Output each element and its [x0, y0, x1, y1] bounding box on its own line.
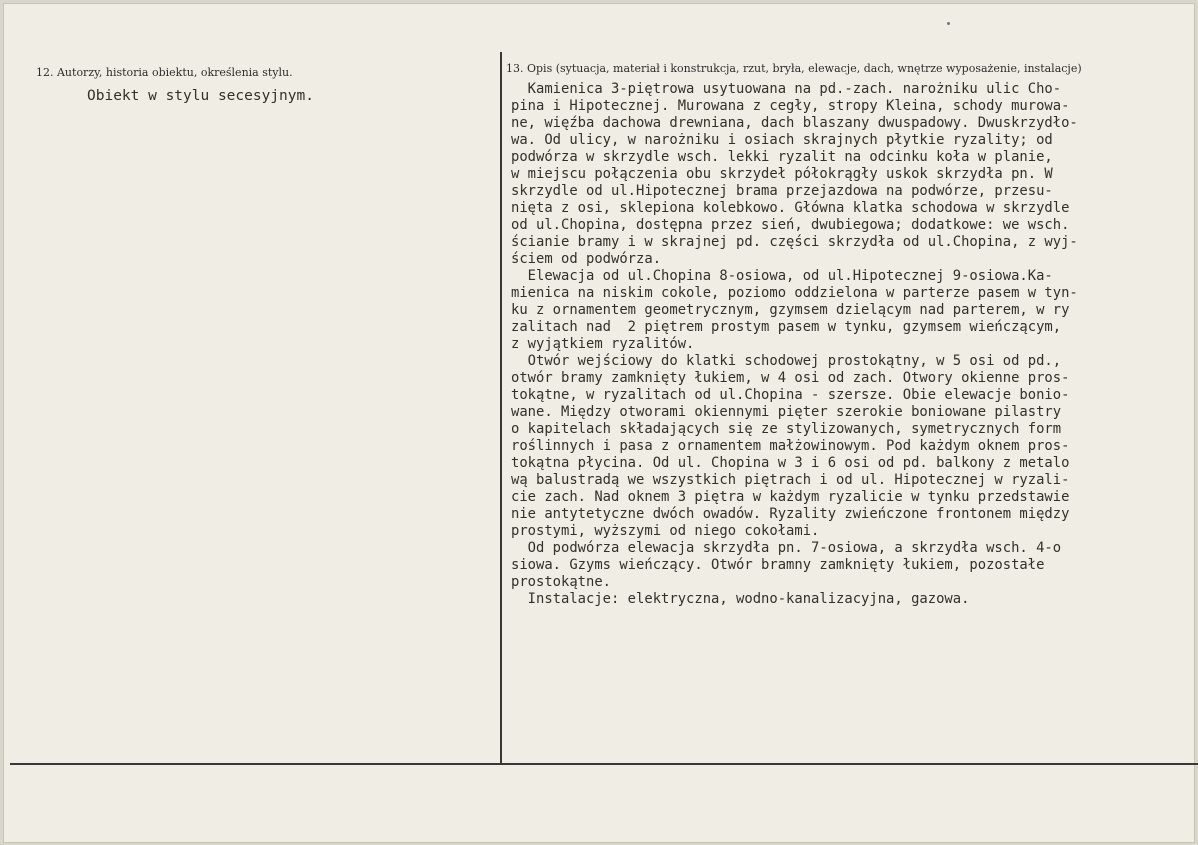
description-line: cie zach. Nad oknem 3 piętra w każdym ryzalicie w tynku przedstawie: [511, 489, 1070, 505]
description-line: pina i Hipotecznej. Murowana z cegły, stropy Kleina, schody murowa-: [511, 98, 1070, 114]
description-line: zalitach nad 2 piętrem prostym pasem w tynku, gzymsem wieńczącym,: [511, 319, 1062, 335]
description-body: [511, 81, 1078, 608]
description-line: Instalacje: elektryczna, wodno-kanalizacyjna, gazowa.: [511, 591, 970, 607]
description-line: Otwór wejściowy do klatki schodowej prostokątny, w 5 osi od pd.,: [511, 353, 1062, 369]
description-line: nięta z osi, sklepiona kolebkowo. Główna klatka schodowa w skrzydle: [511, 200, 1070, 216]
description-line: tokątna płycina. Od ul. Chopina w 3 i 6 osi od pd. balkony z metalo: [511, 455, 1070, 471]
style-description: Obiekt w stylu secesyjnym.: [87, 88, 314, 104]
horizontal-divider: [10, 763, 1198, 765]
description-line: o kapitelach składających się ze stylizowanych, symetrycznych form: [511, 421, 1062, 437]
description-line: prostymi, wyższymi od niego cokołami.: [511, 523, 820, 539]
description-line: tokątne, w ryzalitach od ul.Chopina - szersze. Obie elewacje bonio-: [511, 387, 1070, 403]
description-line: roślinnych i pasa z ornamentem małżowinowym. Pod każdym oknem pros-: [511, 438, 1070, 454]
description-line: nie antytetyczne dwóch owadów. Ryzality zwieńczone frontonem między: [511, 506, 1070, 522]
description-line: Od podwórza elewacja skrzydła pn. 7-osiowa, a skrzydła wsch. 4-o: [511, 540, 1062, 556]
description-line: prostokątne.: [511, 574, 612, 590]
description-line: wą balustradą we wszystkich piętrach i od ul. Hipotecznej w ryzali-: [511, 472, 1070, 488]
description-line: siowa. Gzyms wieńczący. Otwór bramny zamknięty łukiem, pozostałe: [511, 557, 1045, 573]
description-line: ne, więźba dachowa drewniana, dach blaszany dwuspadowy. Dwuskrzydło-: [511, 115, 1078, 131]
description-line: ku z ornamentem geometrycznym, gzymsem dzielącym nad parterem, w ry: [511, 302, 1070, 318]
description-line: Elewacja od ul.Chopina 8-osiowa, od ul.Hipotecznej 9-osiowa.Ka-: [511, 268, 1053, 284]
description-line: Kamienica 3-piętrowa usytuowana na pd.-zach. narożniku ulic Cho-: [511, 81, 1062, 97]
description-line: ściem od podwórza.: [511, 251, 662, 267]
description-line: wane. Między otworami okiennymi pięter szerokie boniowane pilastry: [511, 404, 1062, 420]
description-line: z wyjątkiem ryzalitów.: [511, 336, 695, 352]
description-line: mienica na niskim cokole, poziomo oddzielona w parterze pasem w tyn-: [511, 285, 1078, 301]
description-line: podwórza w skrzydle wsch. lekki ryzalit na odcinku koła w planie,: [511, 149, 1053, 165]
description-line: ścianie bramy i w skrajnej pd. części skrzydła od ul.Chopina, z wyj-: [511, 234, 1078, 250]
section-13-header: 13. Opis (sytuacja, materiał i konstrukcja, rzut, bryła, elewacje, dach, wnętrze wyposażenie, instalacje): [506, 62, 1082, 75]
paper-speck: [947, 22, 950, 25]
description-line: otwór bramy zamknięty łukiem, w 4 osi od zach. Otwory okienne pros-: [511, 370, 1070, 386]
description-line: od ul.Chopina, dostępna przez sień, dwubiegowa; dodatkowe: we wsch.: [511, 217, 1070, 233]
vertical-divider: [500, 52, 502, 764]
description-line: skrzydle od ul.Hipotecznej brama przejazdowa na podwórze, przesu-: [511, 183, 1053, 199]
description-line: wa. Od ulicy, w narożniku i osiach skrajnych płytkie ryzality; od: [511, 132, 1053, 148]
section-12-header: 12. Autorzy, historia obiektu, określenia stylu.: [36, 66, 293, 79]
description-line: w miejscu połączenia obu skrzydeł półokrągły uskok skrzydła pn. W: [511, 166, 1053, 182]
